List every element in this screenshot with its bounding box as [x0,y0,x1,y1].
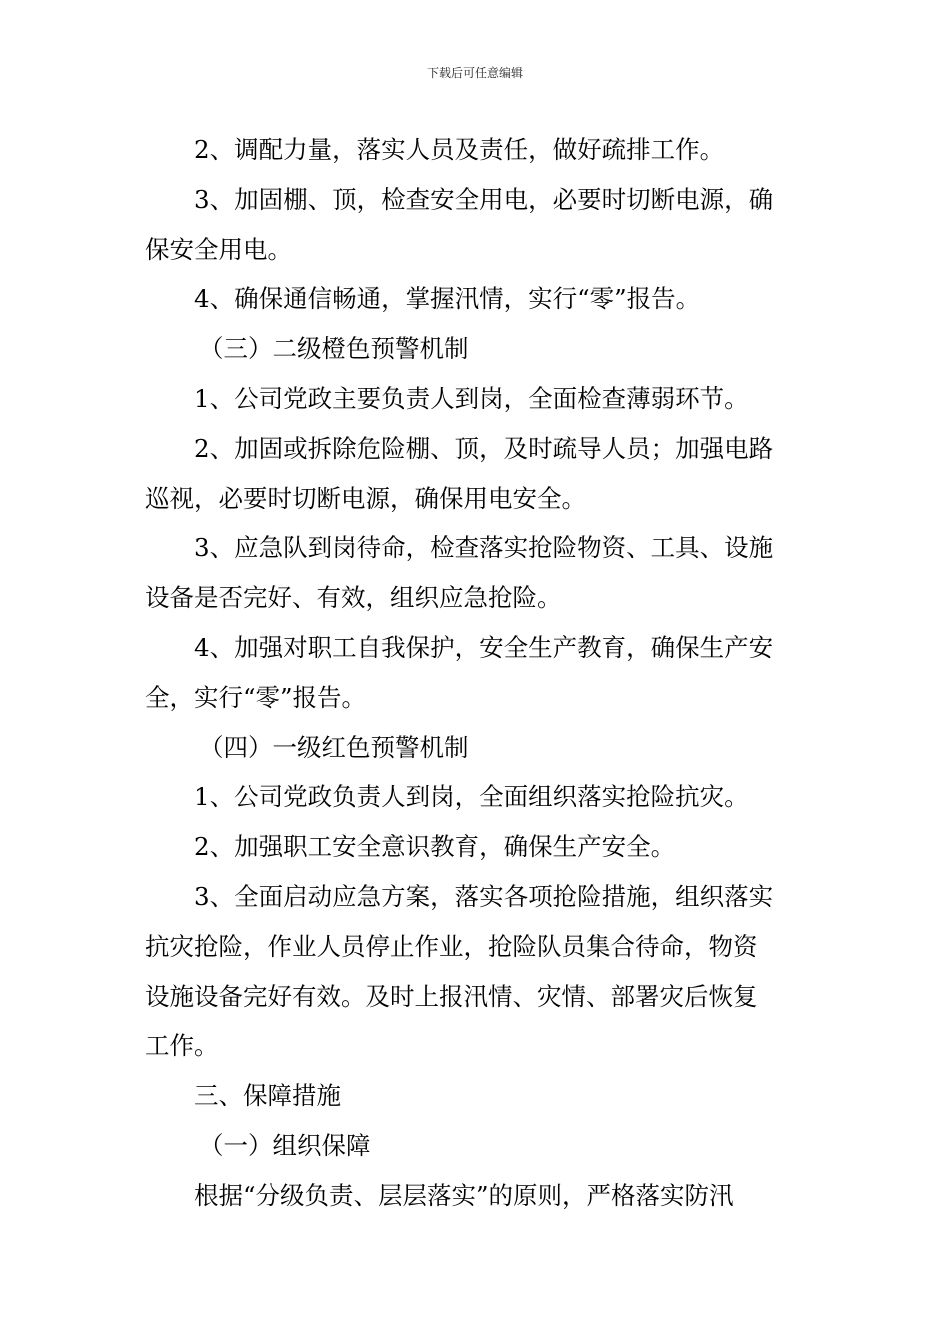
paragraph-line: 4、确保通信畅通，掌握汛情，实行“零”报告。 [194,284,701,314]
paragraph-line: 保安全用电。 [145,234,292,264]
paragraph-item-4-communication [145,274,810,324]
paragraph-line: 设施设备完好有效。及时上报汛情、灾情、部署灾后恢复 [145,981,758,1011]
subheading-organization-guarantee [145,1121,810,1171]
paragraph-line: 巡视，必要时切断电源，确保用电安全。 [145,483,586,513]
paragraph-orange-item-1 [145,374,810,424]
paragraph-organization-principle [145,1171,810,1221]
paragraph-line: 2、加固或拆除危险棚、顶，及时疏导人员；加强电路 [194,433,774,463]
paragraph-line: 3、应急队到岗待命，检查落实抢险物资、工具、设施 [194,533,774,563]
subheading-red-warning [145,723,810,773]
paragraph-line: 4、加强对职工自我保护，安全生产教育，确保生产安 [194,632,774,662]
paragraph-item-2-deploy-forces [145,125,810,175]
page-header: 下载后可任意编辑 [426,66,523,80]
paragraph-line: 2、调配力量，落实人员及责任，做好疏排工作。 [194,135,725,164]
paragraph-line: 2、加强职工安全意识教育，确保生产安全。 [194,832,676,862]
paragraph-line: 抗灾抢险，作业人员停止作业，抢险队员集合待命，物资 [145,931,758,961]
paragraph-line: 3、加固棚、顶，检查安全用电，必要时切断电源，确 [194,184,774,214]
paragraph-orange-item-2 [145,424,810,524]
paragraph-line: （三）二级橙色预警机制 [199,334,469,364]
paragraph-line: （四）一级红色预警机制 [199,732,469,762]
paragraph-red-item-1 [145,772,810,822]
paragraph-red-item-2 [145,822,810,872]
paragraph-line: 设备是否完好、有效，组织应急抢险。 [145,583,562,613]
paragraph-line: 全，实行“零”报告。 [145,682,367,712]
heading-safeguard-measures [145,1071,810,1121]
paragraph-line: 1、公司党政主要负责人到岗，全面检查薄弱环节。 [194,383,749,413]
paragraph-orange-item-4 [145,623,810,723]
subheading-orange-warning [145,324,810,374]
paragraph-line: 工作。 [145,1031,219,1061]
paragraph-orange-item-3 [145,523,810,623]
paragraph-line: 3、全面启动应急方案，落实各项抢险措施，组织落实 [194,881,774,911]
paragraph-item-3-reinforce-sheds [145,175,810,275]
paragraph-line: 三、保障措施 [194,1081,341,1111]
paragraph-line: 根据“分级负责、层层落实”的原则，严格落实防汛 [194,1180,734,1210]
document-body [145,125,810,1221]
paragraph-line: （一）组织保障 [199,1130,371,1160]
paragraph-red-item-3 [145,872,810,1071]
paragraph-line: 1、公司党政负责人到岗，全面组织落实抢险抗灾。 [194,782,749,812]
